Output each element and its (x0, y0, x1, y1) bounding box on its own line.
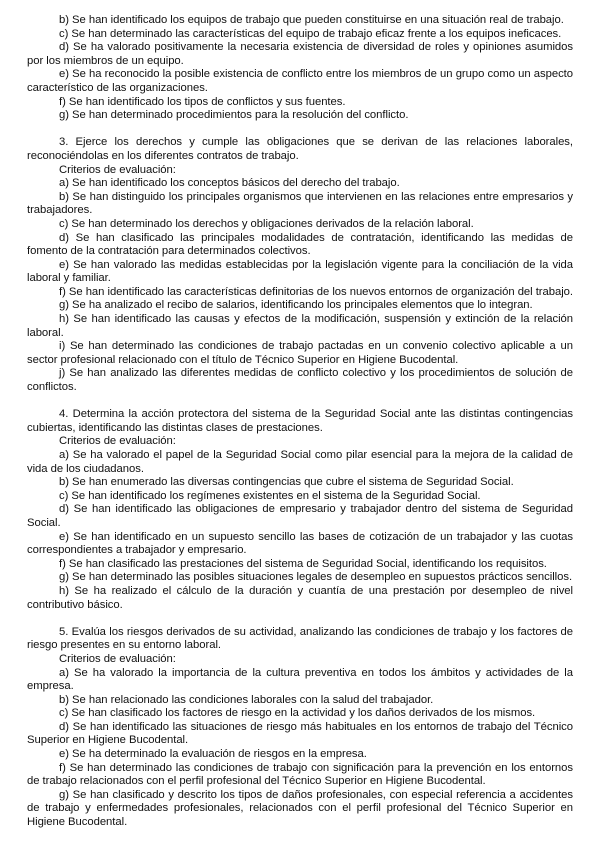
list-item: e) Se ha reconocido la posible existencia de conflicto entre los miembros de un grupo como un aspecto característico de las organizaciones. (27, 68, 573, 94)
list-item: c) Se han identificado los regímenes existentes en el sistema de la Seguridad Social. (59, 489, 481, 502)
list-item: c) Se han determinado los derechos y obligaciones derivados de la relación laboral. (59, 217, 474, 230)
criteria-label: Criterios de evaluación: (59, 652, 176, 665)
list-item: a) Se han identificado los conceptos básicos del derecho del trabajo. (59, 177, 400, 190)
list-item: c) Se han clasificado los factores de riesgo en la actividad y los daños derivados de los mismos. (59, 707, 536, 720)
list-item: h) Se han identificado las causas y efectos de la modificación, suspensión y extinción de la relación laboral. (27, 313, 573, 339)
learning-outcome-heading: 5. Evalúa los riesgos derivados de su actividad, analizando las condiciones de trabajo y los factores de riesgo presentes en su entorno laboral. (27, 625, 573, 652)
list-item: b) Se han relacionado las condiciones laborales con la salud del trabajador. (59, 693, 434, 706)
list-item: h) Se ha realizado el cálculo de la duración y cuantía de una prestación por desempleo de nivel contributivo básico. (27, 584, 573, 611)
paragraph-spacer (27, 612, 573, 626)
list-item: d) Se ha valorado positivamente la necesaria existencia de diversidad de roles y opiniones asumidos por los miembros de un equipo. (27, 41, 573, 67)
list-item: f) Se han determinado las condiciones de trabajo con significación para la prevención en los entornos de trabajo relacionados con el perfil profesional del Técnico Superior en Higiene Bucodental. (27, 761, 573, 788)
list-item: a) Se ha valorado la importancia de la cultura preventiva en todos los ámbitos y actividades de la empresa. (27, 666, 573, 693)
list-item: b) Se han enumerado las diversas contingencias que cubre el sistema de Seguridad Social. (59, 476, 514, 489)
list-item: g) Se han determinado las posibles situaciones legales de desempleo en supuestos prácticos sencillos. (59, 571, 573, 584)
paragraph-spacer (27, 395, 573, 409)
list-item: g) Se han clasificado y descrito los tipos de daños profesionales, con especial referencia a accidentes de trabajo y enfermedades profesionales, relacionados con el perfil profesional del Técnico Superior en Higiene Bucodental. (27, 788, 573, 829)
list-item: d) Se han identificado las situaciones de riesgo más habituales en los entornos de trabajo del Técnico Superior en Higiene Bucodental. (27, 720, 573, 747)
list-item: b) Se han identificado los equipos de trabajo que pueden constituirse en una situación real de trabajo. (59, 14, 564, 26)
list-item: f) Se han clasificado las prestaciones del sistema de Seguridad Social, identificando los requisitos. (59, 557, 547, 570)
list-item: a) Se ha valorado el papel de la Seguridad Social como pilar esencial para la mejora de la calidad de vida de los ciudadanos. (27, 449, 573, 475)
document-page (27, 14, 573, 830)
list-item: i) Se han determinado las condiciones de trabajo pactadas en un convenio colectivo aplicable a un sector profesional relacionado con el título de Técnico Superior en Higiene Bucodental. (27, 340, 573, 366)
list-item: g) Se ha analizado el recibo de salarios, identificando los principales elementos que lo integran. (59, 299, 533, 312)
list-item: b) Se han distinguido los principales organismos que intervienen en las relaciones entre empresarios y trabajadores. (27, 190, 573, 217)
list-item: g) Se han determinado procedimientos para la resolución del conflicto. (59, 109, 409, 122)
criteria-label: Criterios de evaluación: (59, 163, 176, 176)
paragraph-spacer (27, 123, 573, 137)
list-item: e) Se han identificado en un supuesto sencillo las bases de cotización de un trabajador y las cuotas correspondientes a trabajador y empresario. (27, 530, 573, 557)
list-item: e) Se han valorado las medidas establecidas por la legislación vigente para la conciliación de la vida laboral y familiar. (27, 258, 573, 285)
list-item: d) Se han clasificado las principales modalidades de contratación, identificando las medidas de fomento de la contratación para determinados colectivos. (27, 231, 573, 258)
list-item: d) Se han identificado las obligaciones de empresario y trabajador dentro del sistema de Seguridad Social. (27, 503, 573, 529)
list-item: j) Se han analizado las diferentes medidas de conflicto colectivo y los procedimientos de solución de conflictos. (27, 367, 573, 394)
learning-outcome-heading: 3. Ejerce los derechos y cumple las obligaciones que se derivan de las relaciones laborales, reconociéndolas en los diferentes contratos de trabajo. (27, 136, 573, 162)
list-item: f) Se han identificado las características definitorias de los nuevos entornos de organización del trabajo. (59, 285, 573, 298)
list-item: c) Se han determinado las características del equipo de trabajo eficaz frente a los equipos ineficaces. (59, 27, 562, 40)
list-item: f) Se han identificado los tipos de conflictos y sus fuentes. (59, 95, 346, 108)
list-item: e) Se ha determinado la evaluación de riesgos en la empresa. (59, 748, 367, 761)
criteria-label: Criterios de evaluación: (59, 435, 176, 448)
learning-outcome-heading: 4. Determina la acción protectora del sistema de la Seguridad Social ante las distintas contingencias cubiertas, identificando las distintas clases de prestaciones. (27, 408, 573, 434)
